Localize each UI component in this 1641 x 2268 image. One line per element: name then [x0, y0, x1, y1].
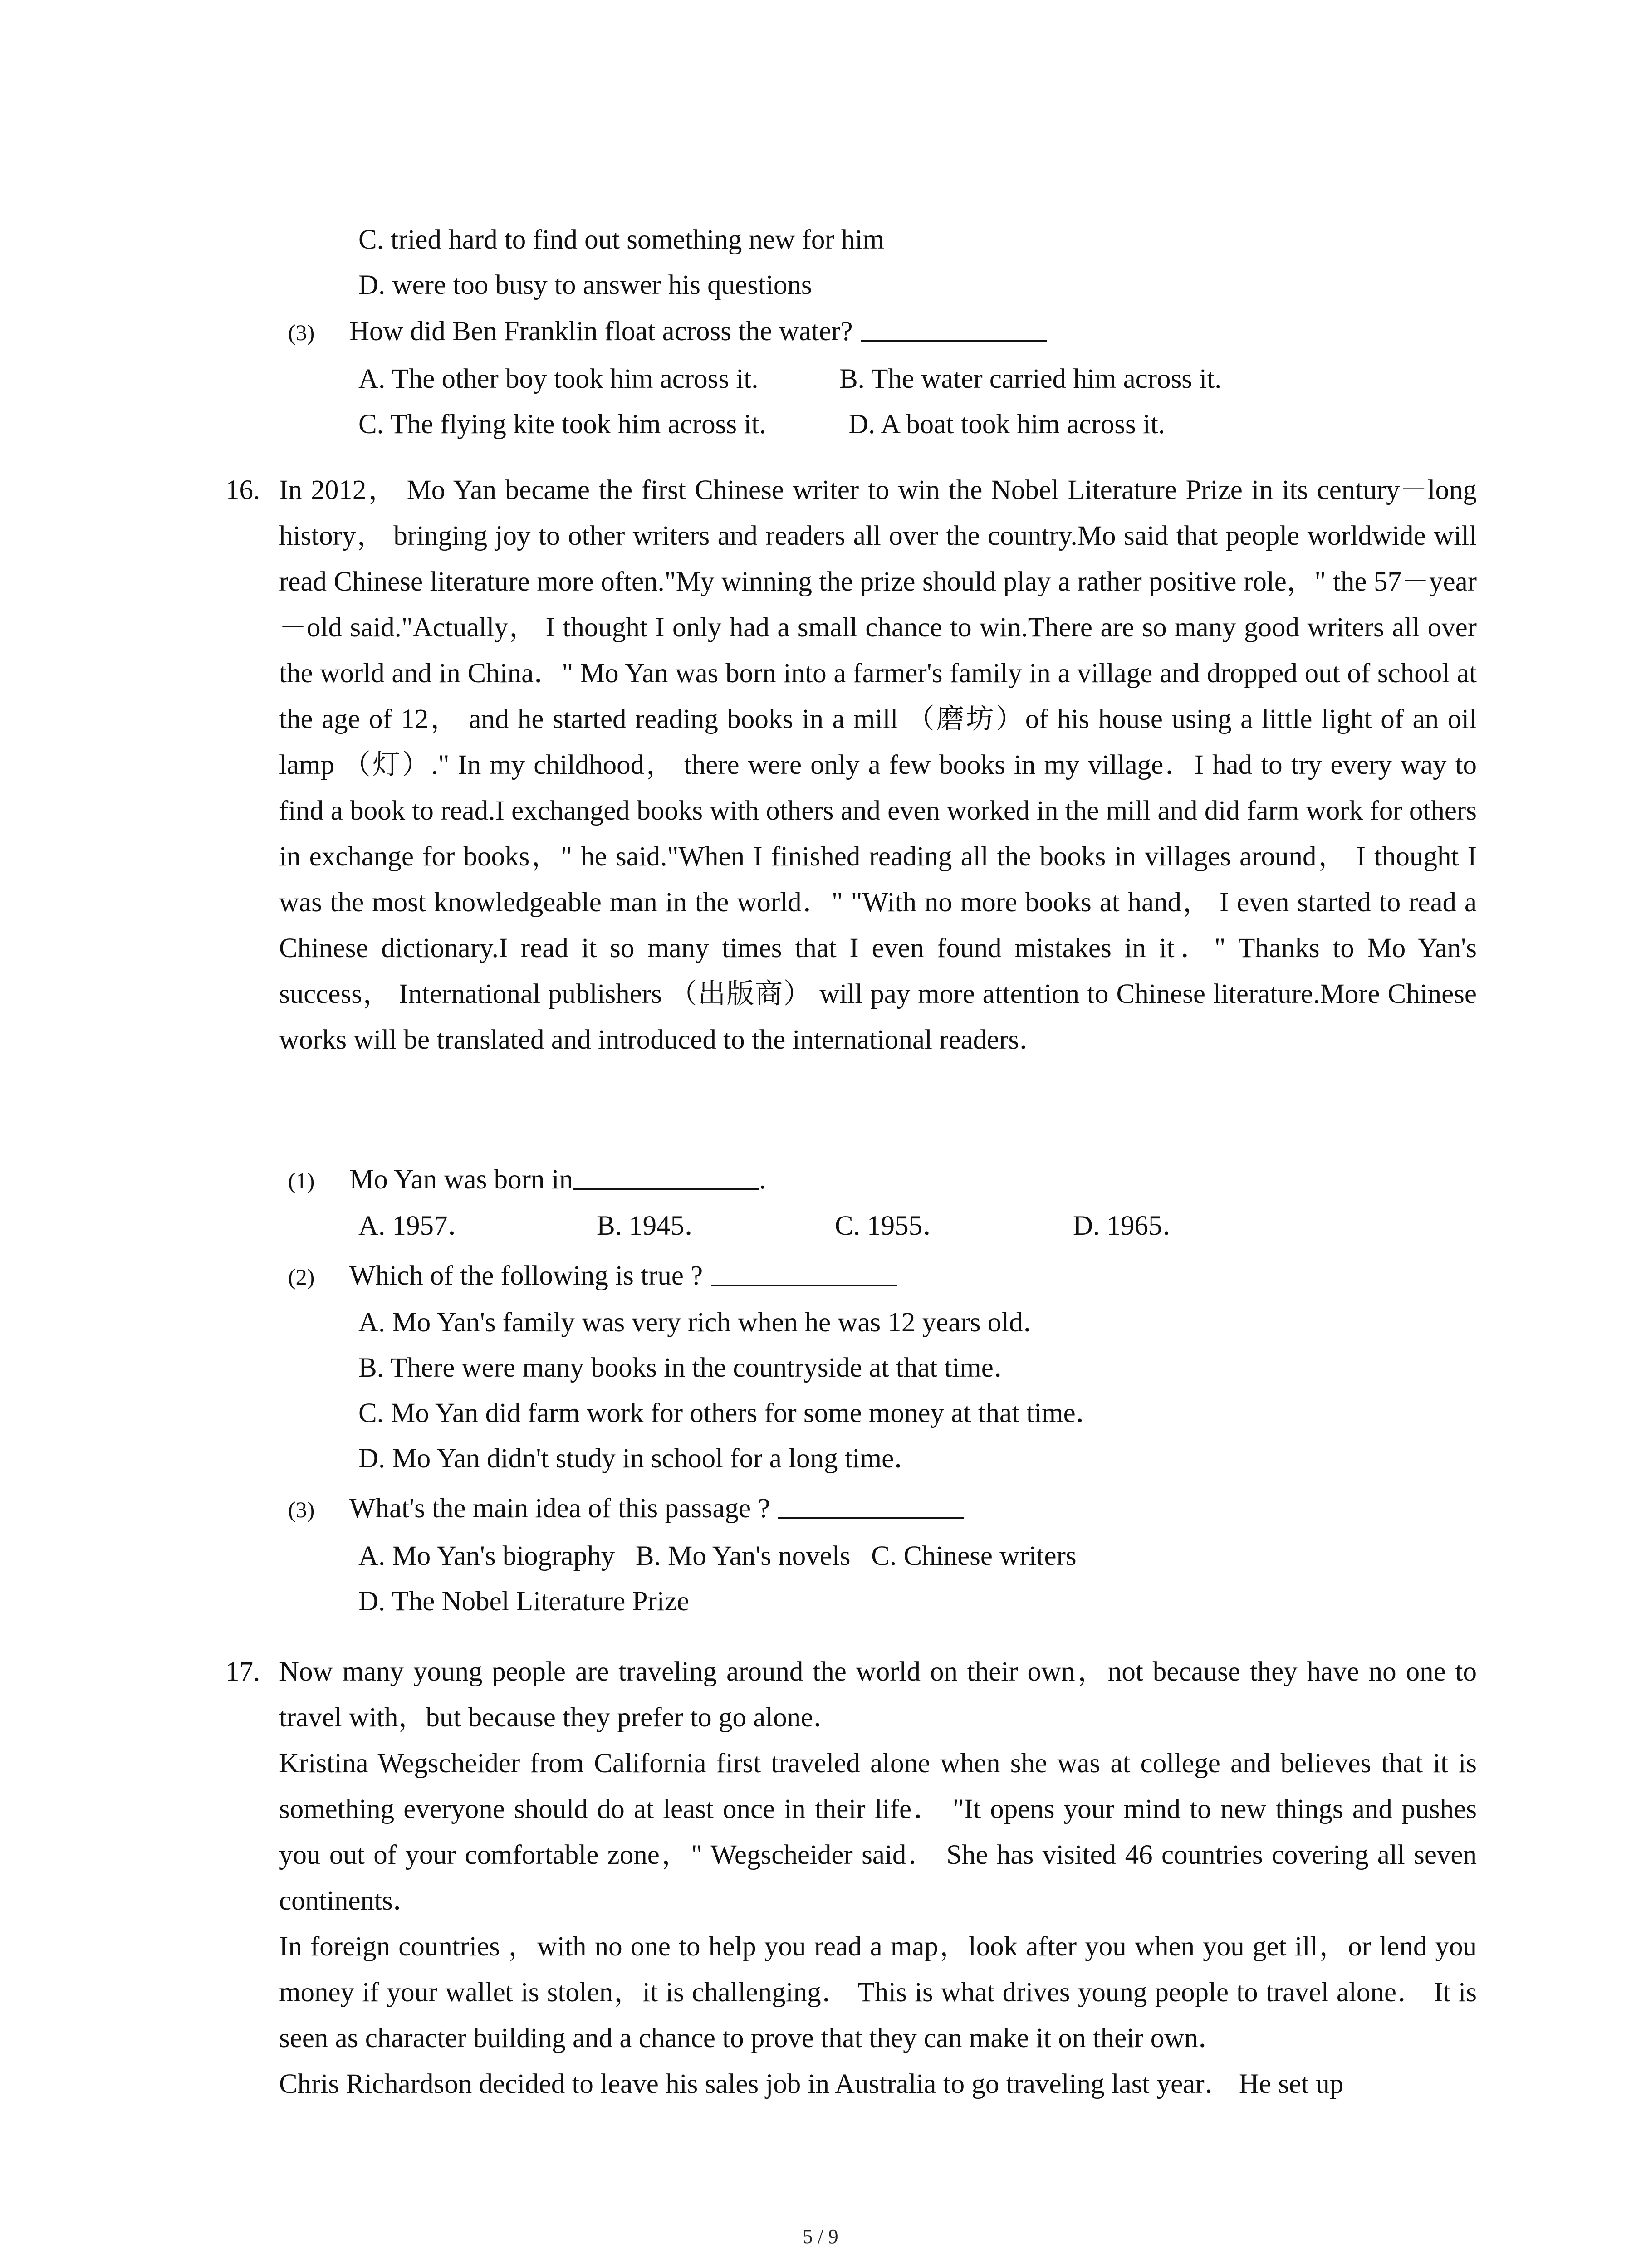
q16-sub3-number: (3)	[288, 1497, 315, 1522]
q15-sub3-options-row1	[358, 365, 1221, 393]
q16-sub3	[288, 1495, 964, 1522]
q16-sub1-option-d: D. 1965．	[1073, 1211, 1190, 1241]
q16-sub2-option-d: D. Mo Yan didn't study in school for a long time．	[358, 1443, 922, 1474]
q16-sub1-period: .	[759, 1164, 766, 1195]
q16-sub2-number: (2)	[288, 1264, 315, 1290]
answer-blank[interactable]	[711, 1266, 897, 1286]
q15-option-c: C. tried hard to find out something new for him	[358, 225, 884, 255]
q17-number: 17.	[225, 1657, 260, 1687]
q16-sub1-option-c: C. 1955．	[835, 1211, 950, 1241]
q17-passage	[279, 1649, 1477, 2107]
q16-sub1-options	[358, 1212, 1190, 1240]
q17-paragraph: Chris Richardson decided to leave his sales job in Australia to go traveling last year． He set up	[279, 2069, 1344, 2099]
q15-sub3-option-b: B. The water carried him across it.	[839, 364, 1222, 394]
q16-sub1-text: Mo Yan was born in	[349, 1164, 573, 1195]
q15-option-d: D. were too busy to answer his questions	[358, 270, 812, 300]
q17-paragraph: In foreign countries ，with no one to help you read a map，look after you when you get ill，or lend you money if your wallet is stolen，it is challenging． This is what drives young people to travel alone． It is seen as character building and a chance to prove that they can make it on their own．	[279, 1931, 1477, 2053]
q16-sub1-number: (1)	[288, 1168, 315, 1193]
q16-sub2-option-b: B. There were many books in the countryside at that time．	[358, 1353, 1021, 1383]
q16-sub2	[288, 1262, 897, 1290]
q16-passage-text: In 2012， Mo Yan became the first Chinese writer to win the Nobel Literature Prize in its century－long history， bringing joy to other writers and readers all over the country.Mo said that people worldwide will read Chinese literature more often."My winning the prize should play a rather positive role，" the 57－year－old said."Actually， I thought I only had a small chance to win.There are so many good writers all over the world and in China．" Mo Yan was born into a farmer's family in a village and dropped out of school at the age of 12， and he started reading books in a mill （磨坊）of his house using a little light of an oil lamp （灯）." In my childhood， there were only a few books in my village．I had to try every way to find a book to read.I exchanged books with others and even worked in the mill and did farm work for others in exchange for books，" he said."When I finished reading all the books in villages around， I thought I was the most knowledgeable man in the world．" "With no more books at hand， I even started to read a Chinese dictionary.I read it so many times that I even found mistakes in it．" Thanks to Mo Yan's success， International publishers （出版商） will pay more attention to Chinese literature.More Chinese works will be translated and introduced to the international readers．	[279, 475, 1477, 1055]
q16-sub3-options-row: A. Mo Yan's biography B. Mo Yan's novels C. Chinese writers	[358, 1541, 1077, 1571]
q16-sub2-option-a: A. Mo Yan's family was very rich when he was 12 years old．	[358, 1307, 1051, 1338]
q15-sub3-option-a: A. The other boy took him across it.	[358, 364, 759, 394]
answer-blank[interactable]	[861, 322, 1047, 342]
q16-passage	[279, 467, 1477, 1063]
q16-number: 16.	[225, 475, 260, 505]
q16-sub3-text: What's the main idea of this passage ?	[349, 1493, 770, 1524]
q15-sub3-text: How did Ben Franklin float across the water?	[349, 316, 853, 347]
answer-blank[interactable]	[778, 1499, 964, 1519]
q15-sub3	[288, 318, 1047, 345]
q15-sub3-options-row2	[358, 411, 1165, 438]
q17-paragraph: Kristina Wegscheider from California first traveled alone when she was at college and believes that it is something everyone should do at least once in their life． "It opens your mind to new things and pushes you out of your comfortable zone，" Wegscheider said． She has visited 46 countries covering all seven continents．	[279, 1748, 1477, 1916]
answer-blank[interactable]	[573, 1170, 759, 1190]
page-number: 5 / 9	[803, 2225, 838, 2248]
q16-sub2-text: Which of the following is true ?	[349, 1261, 703, 1291]
q16-sub1-option-a: A. 1957．	[358, 1211, 475, 1241]
q15-sub3-option-d: D. A boat took him across it.	[848, 409, 1166, 440]
q16-sub2-option-c: C. Mo Yan did farm work for others for some money at that time．	[358, 1398, 1103, 1428]
q15-sub3-option-c: C. The flying kite took him across it.	[358, 409, 766, 440]
q16-sub1-option-b: B. 1945．	[597, 1211, 712, 1241]
q15-sub3-number: (3)	[288, 320, 315, 345]
q17-paragraph: Now many young people are traveling around the world on their own，not because they have no one to travel with，but because they prefer to go alone．	[279, 1657, 1477, 1733]
q16-sub3-option-d: D. The Nobel Literature Prize	[358, 1586, 689, 1617]
q16-sub1	[288, 1166, 766, 1193]
